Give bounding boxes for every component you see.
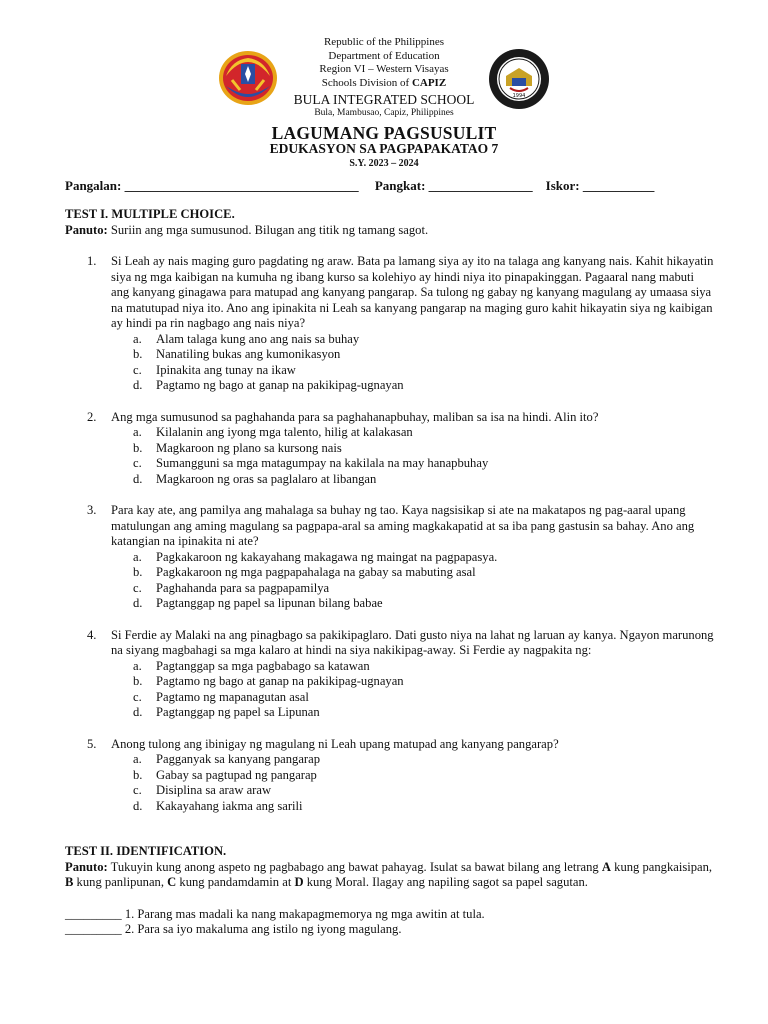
question-1: 1. Si Leah ay nais maging guro pagdating ng araw. Bata pa lamang siya ay ito na talaga ang kanyang nais. Kahit hikayatin siya ng mga kaibigan na kumuha ng ibang kurso sa kolehiyo ay hindi niya ito pinapakinggan. Pagaaral nang mabuti ang kanyang ginagawa para matupad ang kanyang pangarap. Sa tulong ng gabay ng kanyang magulang ay umaasa siya na matutupad niya ito. Ano ang ipinakita ni Leah sa kanyang pangarap na maging guro kahit hikayatin siya ng kaibigan ay hindi pa rin nagbago ang nais niya? (87, 254, 714, 330)
question-2: 2. Ang mga sumusunod sa paghahanda para sa paghahanapbuhay, maliban sa isa na hindi. Alin ito? (87, 409, 599, 424)
option-2c[interactable]: c. Sumangguni sa mga matagumpay na kakilala na may hanapbuhay (133, 456, 489, 470)
option-5a[interactable]: a. Pagganyak sa kanyang pangarap (133, 752, 321, 766)
letterhead (0, 36, 768, 119)
test1-title: TEST I. MULTIPLE CHOICE. (65, 207, 235, 221)
identification-item-1[interactable]: _________ 1. Parang mas madali ka nang makapagmemorya ng mga awitin at tula. (65, 906, 485, 921)
option-4d[interactable]: d. Pagtanggap ng papel sa Lipunan (133, 705, 320, 719)
option-5c[interactable]: c. Disiplina sa araw araw (133, 783, 272, 797)
option-1b[interactable]: b. Nanatiling bukas ang kumonikasyon (133, 347, 341, 361)
question-text: Para kay ate, ang pamilya ang mahalaga sa buhay ng tao. Kaya nagsisikap si ate na makatapos ng pag-aaral upang matulungan ang aming magulang sa pagpapa-aral sa aming magkakapatid at sa iba pang gastusin sa bahay. Ano ang katangian na ipinakita ni ate? (111, 503, 695, 548)
option-4a[interactable]: a. Pagtanggap sa mga pagbabago sa katawan (133, 658, 370, 673)
header-region: Region VI – Western Visayas (319, 63, 449, 75)
question-3: 3. Para kay ate, ang pamilya ang mahalaga sa buhay ng tao. Kaya nagsisikap si ate na makatapos ng pag-aaral upang matulungan ang aming magulang sa pagpapa-aral sa aming magkakapatid at sa iba pang gastusin sa bahay. Ano ang katangian na ipinakita ni ate? (87, 503, 695, 548)
test2-instructions: Panuto: Tukuyin kung anong aspeto ng pagbabago ang bawat pahayag. Isulat sa bawat bilang ang letrang A kung pangkaisipan, B kung panlipunan, C kung pandamdamin at D kung Moral. Ilagay ang napiling sagot sa papel sagutan. (65, 859, 713, 889)
option-1a[interactable]: a. Alam talaga kung ano ang nais sa buhay (133, 331, 360, 346)
header-address: Bula, Mambusao, Capiz, Philippines (314, 108, 454, 118)
question-text: Si Leah ay nais maging guro pagdating ng araw. Bata pa lamang siya ay ito na talaga ang kanyang nais. Kahit hikayatin siya ng mga kaibigan na kumuha ng ibang kurso sa kolehiyo ay hindi niya ito pinapakinggan. Pagaaral nang mabuti ang kanyang ginagawa para matupad ang kanyang pangarap. Sa tulong ng gabay ng kanyang magulang ay umaasa siya na matutupad niya ito. Ano ang ipinakita ni Leah sa kanyang pangarap na maging guro kahit hikayatin siya ng kaibigan ay hindi pa rin nagbago ang nais niya? (111, 254, 714, 330)
answer-blank[interactable]: _________ (65, 906, 122, 921)
exam-content (65, 207, 715, 938)
question-5: 5. Anong tulong ang ibinigay ng magulang ni Leah upang matupad ang kanyang pangarap? (87, 736, 559, 751)
option-5d[interactable]: d. Kakayahang iakma ang sarili (133, 798, 303, 813)
seal-year: 1994 (512, 93, 526, 99)
option-4c[interactable]: c. Pagtamo ng mapanagutan asal (133, 689, 309, 704)
option-2b[interactable]: b. Magkaroon ng plano sa kursong nais (133, 440, 342, 455)
identification-item-2[interactable]: _________ 2. Para sa iyo makaluma ang istilo ng iyong magulang. (65, 922, 402, 936)
option-4b[interactable]: b. Pagtamo ng bago at ganap na pakikipag-ugnayan (133, 674, 404, 688)
option-1c[interactable]: c. Ipinakita ang tunay na ikaw (133, 362, 296, 377)
option-1d[interactable]: d. Pagtamo ng bago at ganap na pakikipag-ugnayan (133, 378, 404, 392)
option-2d[interactable]: d. Magkaroon ng oras sa paglalaro at libangan (133, 471, 377, 486)
header-school: BULA INTEGRATED SCHOOL (293, 92, 475, 107)
exam-subject: EDUKASYON SA PAGPAPAKATAO 7 (269, 141, 499, 156)
header-department: Department of Education (328, 49, 440, 62)
student-info-line: Pangalan: ____________________________________ Pangkat: ________________ Iskor: ___________ (65, 178, 655, 193)
question-text: Si Ferdie ay Malaki na ang pinagbago sa pakikipaglaro. Dati gusto niya na lahat ng laruan ay kanya. Ngayon marunong na siyang magbahagi sa mga kalaro at hindi na siya nakikipag-away. Si Ferdie ay nagpakita ng: (111, 627, 714, 657)
option-5b[interactable]: b. Gabay sa pagtupad ng pangarap (133, 767, 317, 782)
question-text: Ang mga sumusunod sa paghahanda para sa paghahanapbuhay, maliban sa isa na hindi. Alin ito? (111, 409, 599, 424)
option-3b[interactable]: b. Pagkakaroon ng mga pagpapahalaga na gabay sa mabuting asal (133, 565, 476, 579)
school-year: S.Y. 2023 – 2024 (349, 158, 419, 169)
test1-instructions: Panuto: Suriin ang mga sumusunod. Bilugan ang titik ng tamang sagot. (65, 222, 429, 237)
option-2a[interactable]: a. Kilalanin ang iyong mga talento, hilig at kalakasan (133, 425, 413, 439)
question-4: 4. Si Ferdie ay Malaki na ang pinagbago sa pakikipaglaro. Dati gusto niya na lahat ng laruan ay kanya. Ngayon marunong na siyang magbahagi sa mga kalaro at hindi na siya nakikipag-away. Si Ferdie ay nagpakita ng: (87, 627, 714, 657)
option-3a[interactable]: a. Pagkakaroon ng kakayahang makagawa ng maingat na pagpapasya. (133, 549, 498, 564)
option-3d[interactable]: d. Pagtanggap ng papel sa lipunan bilang babae (133, 596, 383, 610)
header-republic: Republic of the Philippines (323, 36, 445, 48)
header-division: Schools Division of CAPIZ (321, 76, 447, 89)
exam-title: LAGUMANG PAGSUSULIT (271, 123, 497, 143)
option-3c[interactable]: c. Paghahanda para sa pagpapamilya (133, 580, 330, 595)
question-text: Anong tulong ang ibinigay ng magulang ni Leah upang matupad ang kanyang pangarap? (111, 736, 559, 751)
answer-blank[interactable]: _________ (65, 922, 122, 936)
test2-title: TEST II. IDENTIFICATION. (65, 844, 227, 858)
